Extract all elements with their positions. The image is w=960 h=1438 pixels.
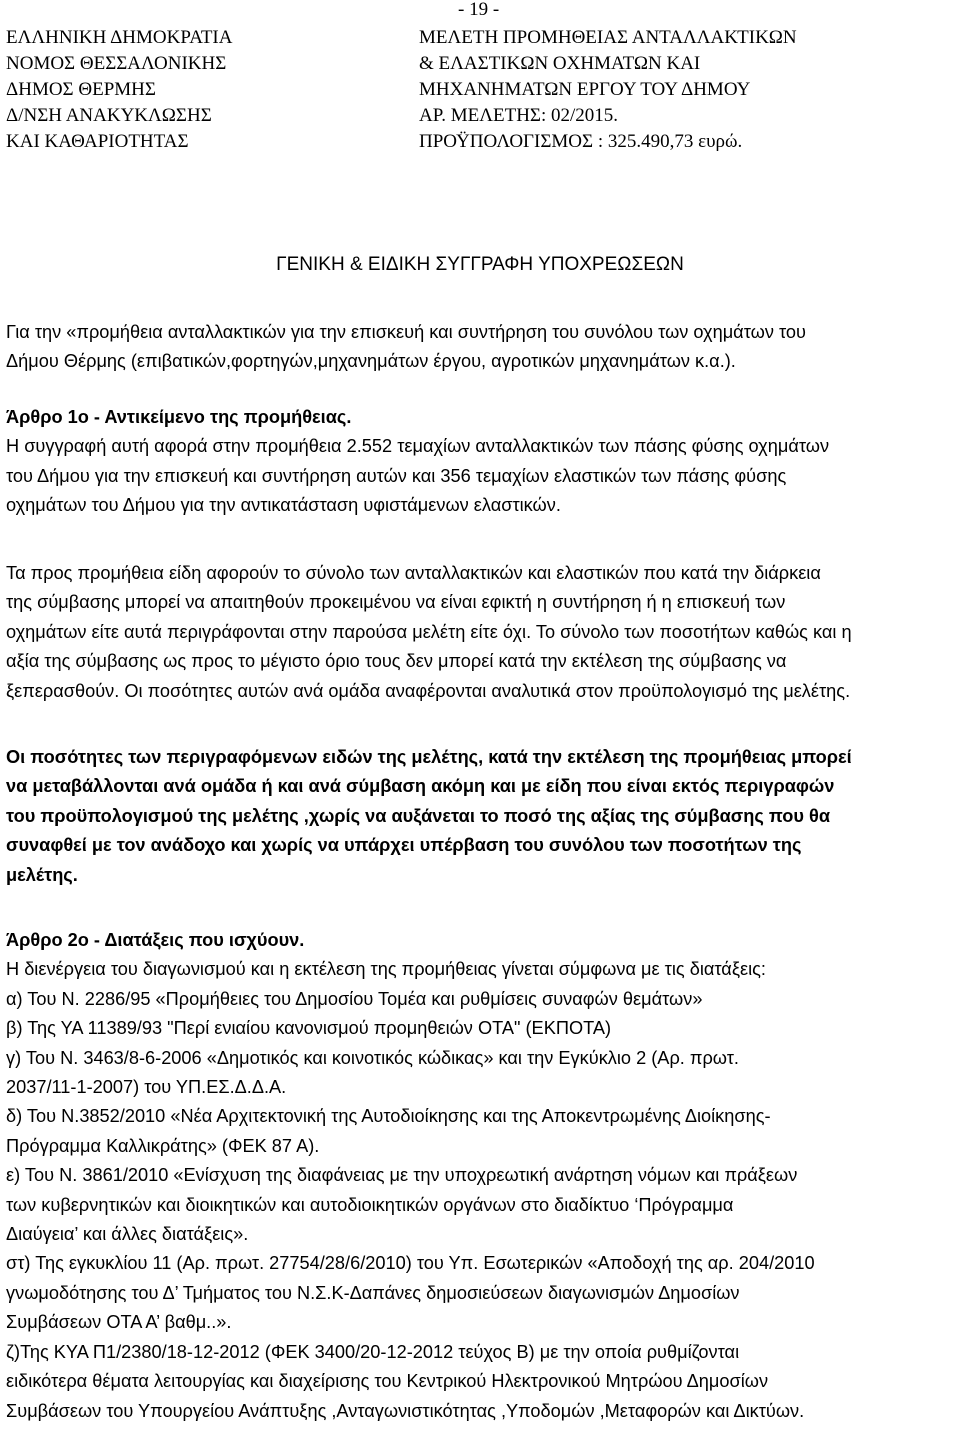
quantities-notice-paragraph <box>6 743 956 890</box>
list-item: Συμβάσεων του Υπουργείου Ανάπτυξης ,Ανταγωνιστικότητας ,Υποδομών ,Μεταφορών και Δικτύων. <box>6 1400 805 1421</box>
text-line: Οι ποσότητες των περιγραφόμενων ειδών της μελέτης, κατά την εκτέλεση της προμήθειας μπορεί <box>6 747 852 767</box>
article-heading: Άρθρο 1ο - Αντικείμενο της προμήθειας. <box>6 407 352 427</box>
list-item: ειδικότερα θέματα λειτουργίας και διαχείρισης του Κεντρικού Ηλεκτρονικού Μητρώου Δημοσίων <box>6 1371 769 1392</box>
issuer-block <box>6 25 232 155</box>
text-line: να μεταβάλλονται ανά ομάδα ή και ανά σύμβαση ακόμη και με είδη που είναι εκτός περιγραφών <box>6 776 835 797</box>
intro-paragraph <box>6 318 956 377</box>
text-line: μελέτης. <box>6 864 78 885</box>
text-line: του προϋπολογισμού της μελέτης ,χωρίς να αυξάνεται το ποσό της αξίας της σύμβασης που θα <box>6 805 831 826</box>
text-line: Δήμου Θέρμης (επιβατικών,φορτηγών,μηχανημάτων έργου, αγροτικών μηχανημάτων κ.α.). <box>6 351 736 372</box>
list-item: α) Του Ν. 2286/95 «Προμήθειες του Δημοσίου Τομέα και ρυθμίσεις συναφών θεμάτων» <box>6 988 703 1009</box>
article-heading: Άρθρο 2ο - Διατάξεις που ισχύουν. <box>6 930 305 950</box>
article-1 <box>6 403 956 521</box>
list-item: 2037/11-1-2007) του ΥΠ.ΕΣ.Δ.Δ.Α. <box>6 1077 287 1098</box>
list-item: δ) Του Ν.3852/2010 «Νέα Αρχιτεκτονική της Αυτοδιοίκησης και της Αποκεντρωμένης Διοίκησης- <box>6 1106 771 1127</box>
text-line: Η διενέργεια του διαγωνισμού και η εκτέλεση της προμήθειας γίνεται σύμφωνα με τις διατάξεις: <box>6 959 766 980</box>
text-line: του Δήμου για την επισκευή και συντήρηση αυτών και 356 τεμαχίων ελαστικών των πάσης φύσης <box>6 465 787 486</box>
study-info-line: ΜΕΛΕΤΗ ΠΡΟΜΗΘΕΙΑΣ ΑΝΤΑΛΛΑΚΤΙΚΩΝ <box>419 27 797 48</box>
text-line: ξεπερασθούν. Οι ποσότητες αυτών ανά ομάδα αναφέρονται αναλυτικά στον προϋπολογισμό της μελέτης. <box>6 680 851 701</box>
issuer-line: ΚΑΙ ΚΑΘΑΡΙΟΤΗΤΑΣ <box>6 131 189 152</box>
issuer-line: ΔΗΜΟΣ ΘΕΡΜΗΣ <box>6 79 156 100</box>
issuer-line: ΕΛΛΗΝΙΚΗ ΔΗΜΟΚΡΑΤΙΑ <box>6 27 233 48</box>
list-item: Συμβάσεων ΟΤΑ Α’ βαθμ..». <box>6 1312 232 1333</box>
document-title: ΓΕΝΙΚΗ & ΕΙΔΙΚΗ ΣΥΓΓΡΑΦΗ ΥΠΟΧΡΕΩΣΕΩΝ <box>276 254 684 275</box>
scope-paragraph <box>6 559 956 706</box>
page-number: - 19 - <box>458 0 500 20</box>
list-item: Πρόγραμμα Καλλικράτης» (ΦΕΚ 87 Α). <box>6 1135 320 1156</box>
text-line: συναφθεί με τον ανάδοχο και χωρίς να υπάρχει υπέρβαση του συνόλου των ποσοτήτων της <box>6 835 802 856</box>
study-info-line: & ΕΛΑΣΤΙΚΩΝ ΟΧΗΜΑΤΩΝ ΚΑΙ <box>419 53 701 74</box>
text-line: Τα προς προμήθεια είδη αφορούν το σύνολο των ανταλλακτικών και ελαστικών που κατά την διάρκεια <box>6 563 821 583</box>
list-item: β) Της ΥΑ 11389/93 "Περί ενιαίου κανονισμού προμηθειών ΟΤΑ" (ΕΚΠΟΤΑ) <box>6 1018 612 1039</box>
list-item: ζ)Της ΚΥΑ Π1/2380/18-12-2012 (ΦΕΚ 3400/20-12-2012 τεύχος Β) με την οποία ρυθμίζονται <box>6 1341 740 1362</box>
list-item: Διαύγεια’ και άλλες διατάξεις». <box>6 1224 249 1245</box>
text-line: Η συγγραφή αυτή αφορά στην προμήθεια 2.552 τεμαχίων ανταλλακτικών των πάσης φύσης οχημάτων <box>6 436 830 457</box>
text-line: οχημάτων του Δήμου για την αντικατάσταση υφιστάμενων ελαστικών. <box>6 495 561 516</box>
issuer-line: Δ/ΝΣΗ ΑΝΑΚΥΚΛΩΣΗΣ <box>6 105 212 126</box>
text-line: αξία της σύμβασης ως προς το μέγιστο όριο τους δεν μπορεί κατά την εκτέλεση της σύμβασης να <box>6 651 787 672</box>
study-info-block <box>419 25 797 155</box>
study-info-line: ΜΗΧΑΝΗΜΑΤΩΝ ΕΡΓΟΥ ΤΟΥ ΔΗΜΟΥ <box>419 79 751 100</box>
study-info-line: ΠΡΟΫΠΟΛΟΓΙΣΜΟΣ : 325.490,73 ευρώ. <box>419 131 743 152</box>
article-2 <box>6 926 956 1426</box>
text-line: οχημάτων είτε αυτά περιγράφονται στην παρούσα μελέτη είτε όχι. Το σύνολο των ποσοτήτων καθώς και η <box>6 621 852 642</box>
list-item: γ) Του Ν. 3463/8-6-2006 «Δημοτικός και κοινοτικός κώδικας» και την Εγκύκλιο 2 (Αρ. πρωτ. <box>6 1047 739 1068</box>
list-item: στ) Της εγκυκλίου 11 (Αρ. πρωτ. 27754/28/6/2010) του Υπ. Εσωτερικών «Αποδοχή της αρ. 204/2010 <box>6 1253 815 1274</box>
issuer-line: ΝΟΜΟΣ ΘΕΣΣΑΛΟΝΙΚΗΣ <box>6 53 227 74</box>
text-line: της σύμβασης μπορεί να απαιτηθούν προκειμένου να είναι εφικτή η συντήρηση ή η επισκευή των <box>6 592 786 613</box>
text-line: Για την «προμήθεια ανταλλακτικών για την επισκευή και συντήρηση του συνόλου των οχημάτων του <box>6 322 806 342</box>
list-item: των κυβερνητικών και διοικητικών και αυτοδιοικητικών οργάνων στο διαδίκτυο ‘Πρόγραμμα <box>6 1194 734 1215</box>
study-info-line: ΑΡ. ΜΕΛΕΤΗΣ: 02/2015. <box>419 105 619 126</box>
list-item: γνωμοδότησης του Δ’ Τμήματος του Ν.Σ.Κ-Δαπάνες δημοσιεύσεων διαγωνισμών Δημοσίων <box>6 1282 740 1303</box>
list-item: ε) Του Ν. 3861/2010 «Ενίσχυση της διαφάνειας με την υποχρεωτική ανάρτηση νόμων και πράξεων <box>6 1165 798 1186</box>
